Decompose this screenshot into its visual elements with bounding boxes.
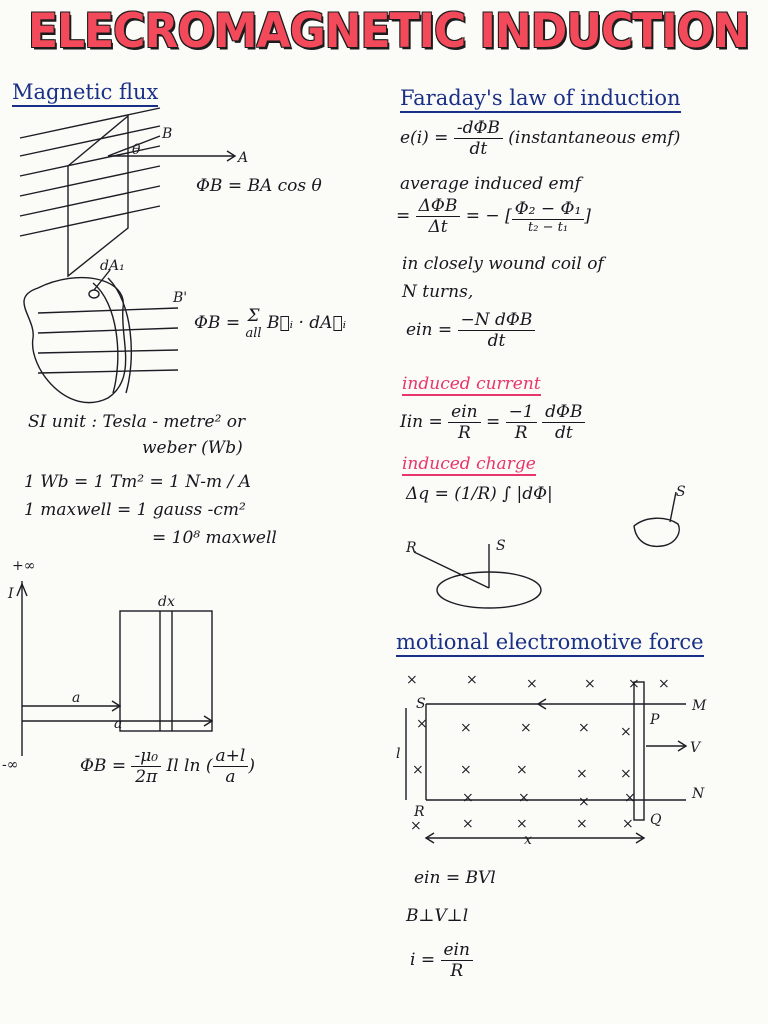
motional-emf-formula: ein = BVl: [414, 868, 496, 888]
field-cross: ×: [412, 762, 424, 778]
conversion-3: = 10⁸ maxwell: [152, 528, 277, 548]
field-cross: ×: [620, 724, 632, 740]
motional-i-den: R: [450, 961, 464, 981]
motional-i-num: ein: [441, 940, 473, 961]
field-cross: ×: [406, 672, 418, 688]
wire-formula-num: -μ₀: [131, 746, 161, 767]
motional-emf-figure: [396, 668, 716, 848]
coil-line1: in closely wound coil of: [402, 254, 604, 274]
avg-bracket-den: t₂ − t₁: [528, 219, 569, 235]
current-num1: ein: [448, 402, 480, 423]
field-cross: ×: [584, 676, 596, 692]
loop-r-label: R: [406, 540, 417, 556]
induced-current-heading: induced current: [402, 374, 541, 394]
wire-loop-figure: [0, 556, 240, 771]
a2-label: a: [114, 716, 123, 732]
fig2-b-label: B': [173, 290, 188, 306]
coil-lhs: ein =: [406, 320, 453, 340]
coil-num: −N dΦB: [458, 310, 536, 331]
i-label: I: [8, 586, 14, 602]
wire-formula-lhs: ΦB =: [80, 756, 127, 776]
field-cross: ×: [460, 720, 472, 736]
hand-s-label: S: [676, 484, 686, 500]
label-r: R: [414, 804, 425, 820]
field-cross: ×: [462, 816, 474, 832]
field-cross: ×: [578, 794, 590, 810]
flux-formula-2-lhs: ΦB =: [194, 313, 241, 333]
field-cross: ×: [410, 818, 422, 834]
si-unit-line2: weber (Wb): [142, 438, 243, 458]
current-eq: =: [486, 412, 501, 432]
current-num3: dΦB: [542, 402, 585, 423]
surface-shape: [24, 278, 126, 403]
tilted-loop-figure: [404, 538, 554, 613]
field-cross: ×: [622, 816, 634, 832]
field-cross: ×: [460, 762, 472, 778]
field-line: [20, 186, 160, 216]
wire-flux-formula: ΦB = $\frac{\text{-μ₀}}{2\pi}$ Il ln ( $\frac{a+l}{a}$ ): [80, 746, 255, 787]
area-element: [89, 290, 99, 298]
wire-formula-inner-den: a: [225, 767, 236, 787]
wire-formula-mid: Il ln: [166, 756, 201, 776]
avg-eq: =: [396, 206, 411, 226]
field-line: [38, 328, 178, 333]
plus-inf-label: +∞: [12, 558, 36, 574]
field-cross: ×: [466, 672, 478, 688]
loop-rect: [120, 611, 212, 731]
field-cross: ×: [526, 676, 538, 692]
surface-band: [93, 283, 118, 393]
sum-under: all: [245, 326, 262, 341]
field-line: [20, 108, 160, 138]
field-cross: ×: [516, 816, 528, 832]
flux-formula-1: ΦB = BA cos θ: [196, 176, 322, 196]
field-cross: ×: [620, 766, 632, 782]
a-label: a: [72, 690, 81, 706]
field-cross: ×: [624, 790, 636, 806]
inst-num: -dΦB: [454, 118, 503, 139]
label-m: M: [692, 698, 707, 714]
current-den2: R: [514, 423, 528, 443]
hand-shape: [634, 518, 679, 546]
fig1-a-label: A: [238, 150, 249, 166]
conversion-1: 1 Wb = 1 Tm² = 1 N-m / A: [24, 472, 251, 492]
field-cross: ×: [518, 790, 530, 806]
induced-charge-heading: induced charge: [402, 454, 536, 474]
flux-formula-2: [194, 306, 346, 341]
avg-bracket-num: Φ₂ − Φ₁: [512, 199, 585, 220]
label-q: Q: [650, 812, 662, 828]
field-line: [20, 166, 160, 196]
wire-formula-inner-num: a+l: [213, 746, 249, 767]
page-title: ELECROMAGNETIC INDUCTION: [28, 3, 749, 60]
label-p: P: [650, 712, 660, 728]
label-x: x: [524, 832, 532, 848]
sum-symbol: Σ: [247, 306, 260, 326]
avg-den: Δt: [428, 217, 448, 237]
field-cross: ×: [516, 762, 528, 778]
inst-lhs: e(i) =: [400, 128, 449, 148]
label-s: S: [416, 696, 426, 712]
motional-emf-heading: motional electromotive force: [396, 630, 704, 657]
fig1-theta-label: θ: [132, 142, 141, 158]
magnetic-flux-heading: Magnetic flux: [12, 80, 158, 107]
average-emf-label: average induced emf: [400, 174, 581, 194]
field-cross: ×: [520, 720, 532, 736]
fig2-da-label: dA₁: [100, 258, 125, 274]
induced-current-formula: [400, 402, 585, 443]
motional-current-formula: [410, 940, 473, 981]
field-line: [20, 206, 160, 236]
minus-inf-label: -∞: [2, 757, 19, 773]
label-l: l: [396, 746, 401, 762]
si-unit-line1: SI unit : Tesla - metre² or: [28, 412, 246, 432]
coil-den: dt: [487, 331, 506, 351]
field-line: [38, 370, 178, 373]
current-den3: dt: [554, 423, 573, 443]
loop-s-label: S: [496, 538, 506, 554]
perpendicular-condition: B⊥V⊥l: [406, 906, 469, 926]
surface-band-2: [108, 278, 131, 393]
label-v: V: [690, 740, 701, 756]
field-cross: ×: [658, 676, 670, 692]
field-line: [38, 350, 178, 353]
current-den1: R: [457, 423, 471, 443]
flux-formula-2-rhs: B⃗ᵢ · dA⃗ᵢ: [266, 313, 347, 333]
coil-line2: N turns,: [402, 282, 474, 302]
field-cross: ×: [578, 720, 590, 736]
avg-eq2: = −: [465, 206, 500, 226]
avg-num: ΔΦB: [416, 196, 461, 217]
motional-i-lhs: i =: [410, 950, 436, 970]
inst-den: dt: [469, 139, 488, 159]
current-lhs: Iin =: [400, 412, 443, 432]
average-emf-formula: = $\frac{\text{ΔΦB}}{\Delta t}$ = − [ $\frac{\text{Φ₂ − Φ₁}}{\text{t₂ − t₁}}$ ]: [396, 196, 591, 237]
field-cross: ×: [628, 676, 640, 692]
induced-charge-formula: Δq = (1/R) ∫ |dΦ|: [406, 484, 553, 504]
field-line: [38, 308, 178, 313]
instantaneous-emf: [400, 118, 680, 159]
inst-note: (instantaneous emf): [508, 128, 681, 148]
right-hand-figure: [626, 486, 696, 556]
r-vector: [414, 552, 489, 588]
field-cross: ×: [416, 716, 428, 732]
fig1-b-label: B: [162, 126, 173, 142]
field-cross: ×: [576, 816, 588, 832]
faraday-heading: Faraday's law of induction: [400, 86, 681, 113]
wire-formula-den: 2π: [135, 767, 158, 787]
label-n: N: [692, 786, 705, 802]
dx-label: dx: [158, 594, 175, 610]
conversion-2: 1 maxwell = 1 gauss -cm²: [24, 500, 246, 520]
coil-emf-formula: [406, 310, 535, 351]
field-cross: ×: [576, 766, 588, 782]
current-num2: −1: [506, 402, 537, 423]
field-cross: ×: [462, 790, 474, 806]
flux-surface-figure: [8, 258, 208, 408]
